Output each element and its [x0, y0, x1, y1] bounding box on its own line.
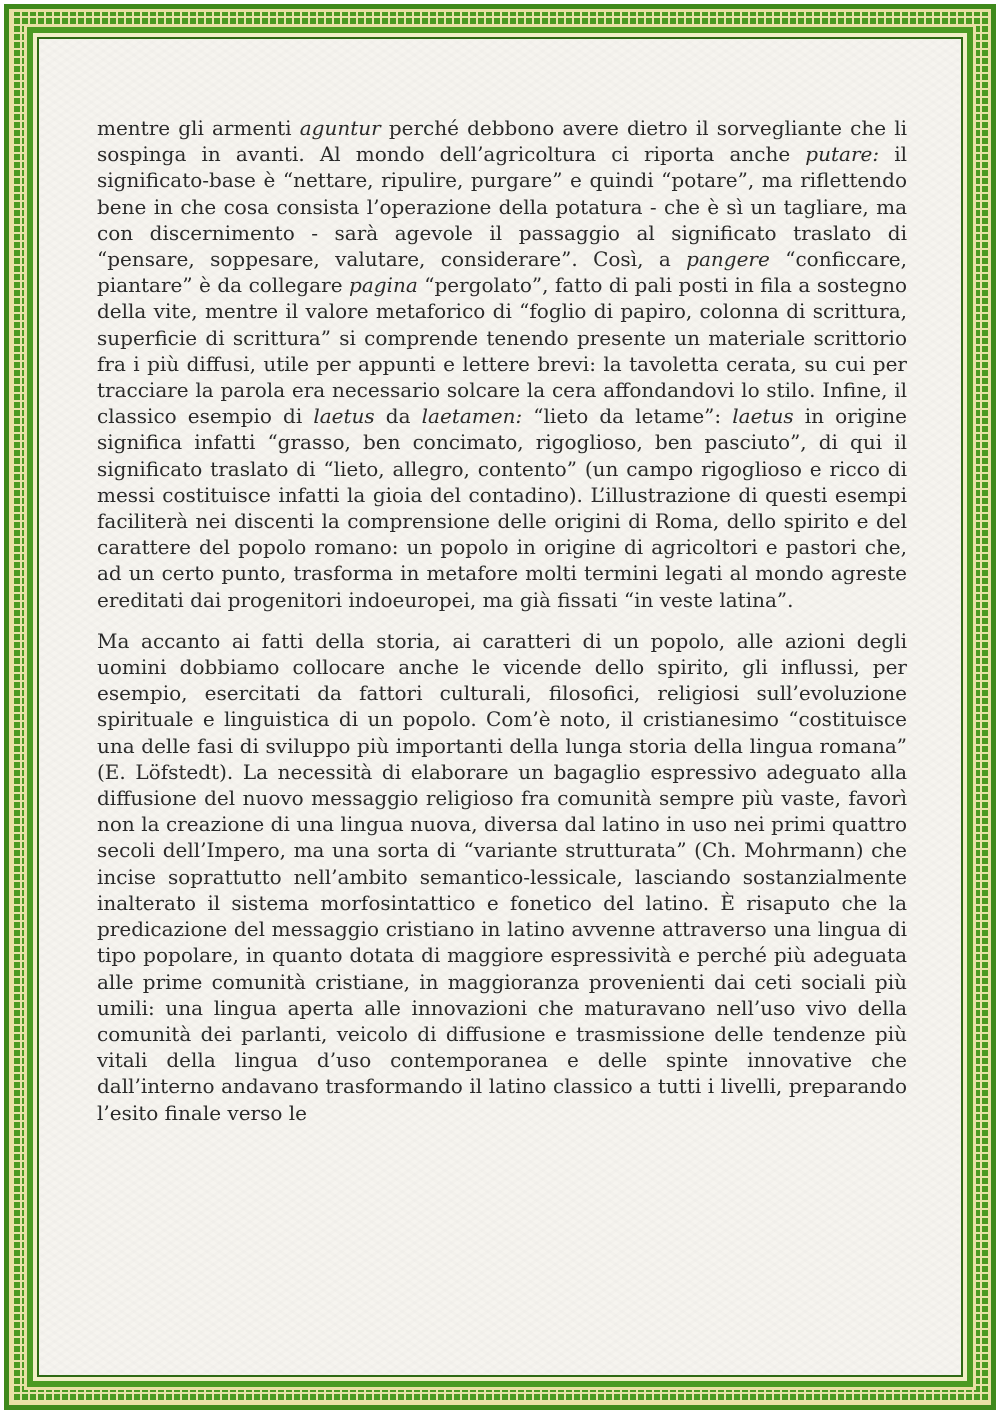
text-segment: il significato-base è “nettare, ripulire, purgare” e quindi “potare”, ma riflettendo bene in che cosa consista l’operazione della potatura - che è sì un tagliare, ma con discernimento - sarà agevole il passaggio al significato traslato di “pensare, soppesare, valutare, considerare”. Così, a — [97, 142, 907, 272]
text-segment: perché debbono avere dietro il sorvegliante che li sospinga in avanti. Al mondo dell’agricoltura ci riporta anche — [97, 116, 907, 167]
text-segment: “lieto da letame”: — [522, 404, 733, 429]
text-segment: mentre gli armenti — [97, 116, 300, 140]
latin-term: laetus — [732, 404, 794, 429]
latin-term: pangere — [686, 247, 770, 272]
body-text — [97, 115, 907, 1126]
text-segment: “pergolato”, fatto di pali posti in fila a sostegno della vite, mentre il valore metaforico di “foglio di papiro, colonna di scrittura, superficie di scrittura” si comprende tenendo presente un materiale scrittorio fra i più diffusi, utile per appunti e lettere brevi: la tavoletta cerata, su cui per tracciare la parola era necessario solcare la cera affondandovi lo stilo. Infine, il classico esempio di — [97, 273, 907, 429]
latin-term: laetamen: — [421, 404, 523, 429]
text-segment: “conficcare, piantare” è da collegare — [97, 247, 907, 298]
latin-term: aguntur — [299, 116, 381, 140]
latin-term: pagina — [349, 273, 418, 298]
text-segment: in origine significa infatti “grasso, ben concimato, rigoglioso, ben pasciuto”, di qui il significato traslato di “lieto, allegro, contento” (un campo rigoglioso e ricco di messi costituisce infatti la gioia del contadino). L’illustrazione di questi esempi faciliterà nei discenti la comprensione delle origini di Roma, dello spirito e del carattere del popolo romano: un popolo in origine di agricoltori e pastori che, ad un certo punto, trasforma in metafore molti termini legati al mondo agreste ereditati dai progenitori indoeuropei, ma già fissati “in veste latina”. — [97, 404, 907, 612]
text-segment: da — [374, 404, 422, 429]
text-segment: Ma accanto ai fatti della storia, ai caratteri di un popolo, alle azioni degli uomini dobbiamo collocare anche le vicende dello spirito, gli influssi, per esempio, esercitati da fattori culturali, filosofici, religiosi sull’evoluzione spirituale e linguistica di un popolo. Com’è noto, il cristianesimo “costituisce una delle fasi di sviluppo più importanti della lunga storia della lingua romana” (E. Löfstedt). La necessità di elaborare un bagaglio espressivo adeguato alla diffusione del nuovo messaggio religioso fra comunità sempre più vaste, favorì non la creazione di una lingua nuova, diversa dal latino in uso nei primi quattro secoli dell’Impero, ma una sorta di “variante strutturata” (Ch. Mohrmann) che incise soprattutto nell’ambito semantico-lessicale, lasciando sostanzialmente inalterato il sistema morfosintattico e fonetico del latino. È risaputo che la predicazione del messaggio cristiano in latino avvenne attraverso una lingua di tipo popolare, in quanto dotata di maggiore espressività e perché più adeguata alle prime comunità cristiane, in maggioranza provenienti dai ceti sociali più umili: una lingua aperta alle innovazioni che maturavano nell’uso vivo della comunità dei parlanti, veicolo di diffusione e trasmissione delle tendenze più vitali della lingua d’uso contemporanea e delle spinte innovative che dall’interno andavano trasformando il latino classico a tutti i livelli, preparando l’esito finale verso le — [97, 628, 907, 1125]
paragraph-1 — [97, 115, 907, 613]
paragraph-2 — [97, 628, 907, 1126]
latin-term: putare: — [805, 142, 880, 167]
latin-term: laetus — [313, 404, 375, 429]
